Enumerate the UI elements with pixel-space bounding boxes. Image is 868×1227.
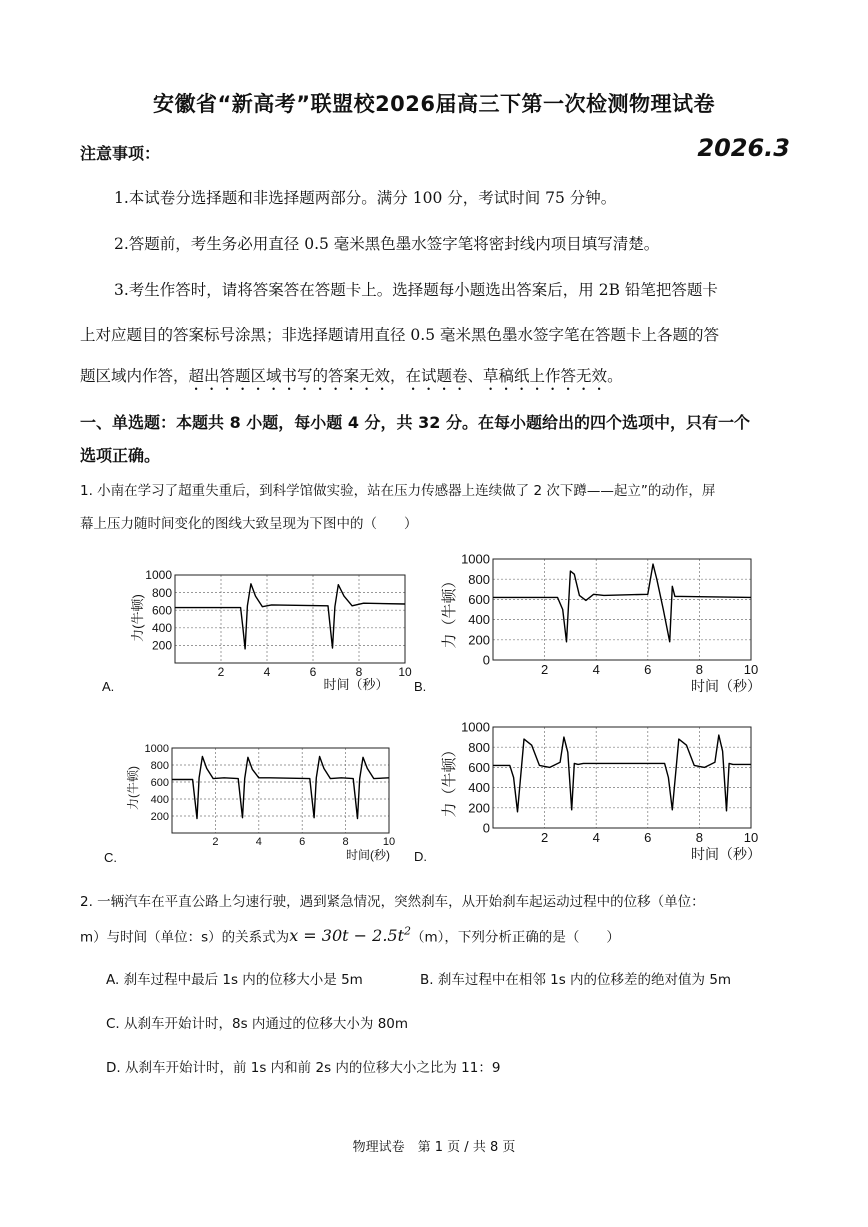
notice-3-line-2: 上对应题目的答案标号涂黑；非选择题请用直径 0.5 毫米黑色墨水签字笔在答题卡上各题的答 xyxy=(80,326,720,344)
x-tick-label: 10 xyxy=(398,665,412,679)
y-tick-label: 200 xyxy=(468,632,490,648)
x-tick-label: 2 xyxy=(217,665,225,679)
chart-d-plot xyxy=(461,720,758,845)
force-curve xyxy=(175,584,405,649)
x-tick-label: 4 xyxy=(263,665,271,679)
chart-c xyxy=(100,736,410,866)
chart-c-ylabel: 力(牛顿) xyxy=(126,766,140,810)
notice-label: 注意事项： xyxy=(80,144,161,163)
y-tick-label: 1000 xyxy=(461,719,490,735)
y-tick-label: 600 xyxy=(151,603,172,618)
exam-date: 2026.3 xyxy=(697,134,790,162)
question-2-line-2-part-a: m）与时间（单位：s）的关系式为 xyxy=(80,929,290,946)
y-tick-label: 600 xyxy=(468,759,490,775)
y-tick-label: 400 xyxy=(151,621,172,635)
x-tick-label: 4 xyxy=(592,662,600,677)
formula-body: x = 30t − 2.5t xyxy=(289,926,405,946)
page-footer: 物理试卷 第 1 页 / 共 8 页 xyxy=(352,1140,516,1155)
chart-b-option-label: B. xyxy=(414,679,427,694)
x-tick-label: 4 xyxy=(592,830,600,845)
x-tick-label: 10 xyxy=(743,662,759,677)
y-tick-label: 200 xyxy=(151,638,172,653)
x-tick-label: 10 xyxy=(382,836,396,848)
plot-frame xyxy=(493,727,751,828)
x-tick-label: 2 xyxy=(540,830,549,845)
notice-1: 1.本试卷分选择题和非选择题两部分。满分 100 分，考试时间 75 分钟。 xyxy=(114,189,617,207)
notice-3-part-c: ， xyxy=(390,367,406,385)
chart-a-plot xyxy=(145,568,412,679)
y-tick-label: 0 xyxy=(482,652,490,668)
x-tick-label: 6 xyxy=(299,836,306,848)
chart-b-plot xyxy=(461,552,758,677)
notice-3-part-e: 。 xyxy=(607,367,623,385)
exam-title: 安徽省“新高考”联盟校2026届高三下第一次检测物理试卷 xyxy=(152,92,716,116)
y-tick-label: 1000 xyxy=(461,551,490,567)
q2-option-c[interactable]: C. 从刹车开始计时，8s 内通过的位移大小为 80m xyxy=(106,1016,409,1032)
chart-a-ylabel: 力(牛顿) xyxy=(130,594,145,642)
y-tick-label: 1000 xyxy=(144,742,169,755)
x-tick-label: 8 xyxy=(695,662,704,677)
section-1-line-2: 选项正确。 xyxy=(80,446,161,465)
chart-c-option-label: C. xyxy=(104,850,117,865)
question-2-formula xyxy=(289,926,411,945)
x-tick-label: 6 xyxy=(644,830,652,845)
x-tick-label: 8 xyxy=(342,836,349,848)
y-tick-label: 400 xyxy=(468,780,490,796)
chart-a-option-label: A. xyxy=(102,679,115,694)
formula-exponent: 2 xyxy=(404,925,412,938)
x-tick-label: 6 xyxy=(309,665,317,679)
chart-d-option-label: D. xyxy=(414,849,427,864)
emphasis-invalid-area: 超出答题区域书写的答案无效 xyxy=(188,367,391,385)
x-tick-label: 4 xyxy=(255,836,262,848)
x-tick-label: 8 xyxy=(355,665,363,679)
notice-2: 2.答题前，考生务必用直径 0.5 毫米黑色墨水签字笔将密封线内项目填写清楚。 xyxy=(114,235,660,253)
y-tick-label: 1000 xyxy=(145,568,172,583)
x-tick-label: 6 xyxy=(644,662,652,677)
x-tick-label: 8 xyxy=(695,830,704,845)
y-tick-label: 0 xyxy=(482,820,490,836)
force-curve xyxy=(493,735,751,812)
chart-d-ylabel: 力（牛顿） xyxy=(441,742,458,818)
y-tick-label: 800 xyxy=(468,571,490,587)
y-tick-label: 800 xyxy=(150,759,169,772)
force-curve xyxy=(172,757,389,819)
emphasis-invalid-draft: 在试题卷、草稿纸上作答无效 xyxy=(405,367,608,385)
y-tick-label: 200 xyxy=(150,810,169,823)
chart-d xyxy=(412,716,762,866)
chart-a-xlabel: 时间（秒） xyxy=(323,677,389,692)
chart-c-plot xyxy=(145,743,396,848)
question-1-line-1: 1. 小南在学习了超重失重后，到科学馆做实验，站在压力传感器上连续做了 2 次下蹲——起立”的动作，屏 xyxy=(80,483,716,499)
y-tick-label: 400 xyxy=(150,793,169,806)
plot-frame xyxy=(175,575,405,663)
y-tick-label: 200 xyxy=(468,800,490,816)
x-tick-label: 10 xyxy=(743,830,759,845)
y-tick-label: 800 xyxy=(468,739,490,755)
q2-option-d[interactable]: D. 从刹车开始计时，前 1s 内和前 2s 内的位移大小之比为 11：9 xyxy=(106,1060,501,1076)
question-2-line-2-part-b: （m），下列分析正确的是（ ） xyxy=(411,929,620,946)
x-tick-label: 2 xyxy=(540,662,549,677)
y-tick-label: 800 xyxy=(151,585,172,600)
y-tick-label: 600 xyxy=(150,776,169,789)
x-tick-label: 2 xyxy=(212,836,219,848)
question-2-line-2 xyxy=(80,925,620,945)
chart-b-ylabel: 力（牛顿） xyxy=(441,573,458,649)
plot-frame xyxy=(493,559,751,660)
chart-b xyxy=(412,547,762,697)
q2-option-a[interactable]: A. 刹车过程中最后 1s 内的位移大小是 5m xyxy=(106,972,363,988)
chart-d-xlabel: 时间（秒） xyxy=(691,846,761,862)
force-curve xyxy=(493,564,751,642)
question-1-line-2: 幕上压力随时间变化的图线大致呈现为下图中的（ ） xyxy=(80,516,418,532)
chart-c-xlabel: 时间(秒) xyxy=(346,848,390,862)
notice-3-part-a: 题区域内作答， xyxy=(80,367,189,385)
section-1-line-1: 一、单选题：本题共 8 小题，每小题 4 分，共 32 分。在每小题给出的四个选项中，只有一个 xyxy=(80,413,750,432)
notice-3-line-1: 3.考生作答时，请将答案答在答题卡上。选择题每小题选出答案后，用 2B 铅笔把答题卡 xyxy=(114,281,718,299)
y-tick-label: 600 xyxy=(468,591,490,607)
q2-option-b[interactable]: B. 刹车过程中在相邻 1s 内的位移差的绝对值为 5m xyxy=(420,972,732,988)
chart-a xyxy=(100,560,420,705)
notice-3-line-3 xyxy=(80,366,623,394)
y-tick-label: 400 xyxy=(468,612,490,628)
chart-b-xlabel: 时间（秒） xyxy=(691,678,761,694)
question-2-line-1: 2. 一辆汽车在平直公路上匀速行驶，遇到紧急情况，突然刹车，从开始刹车起运动过程中的位移（单位： xyxy=(80,894,705,910)
